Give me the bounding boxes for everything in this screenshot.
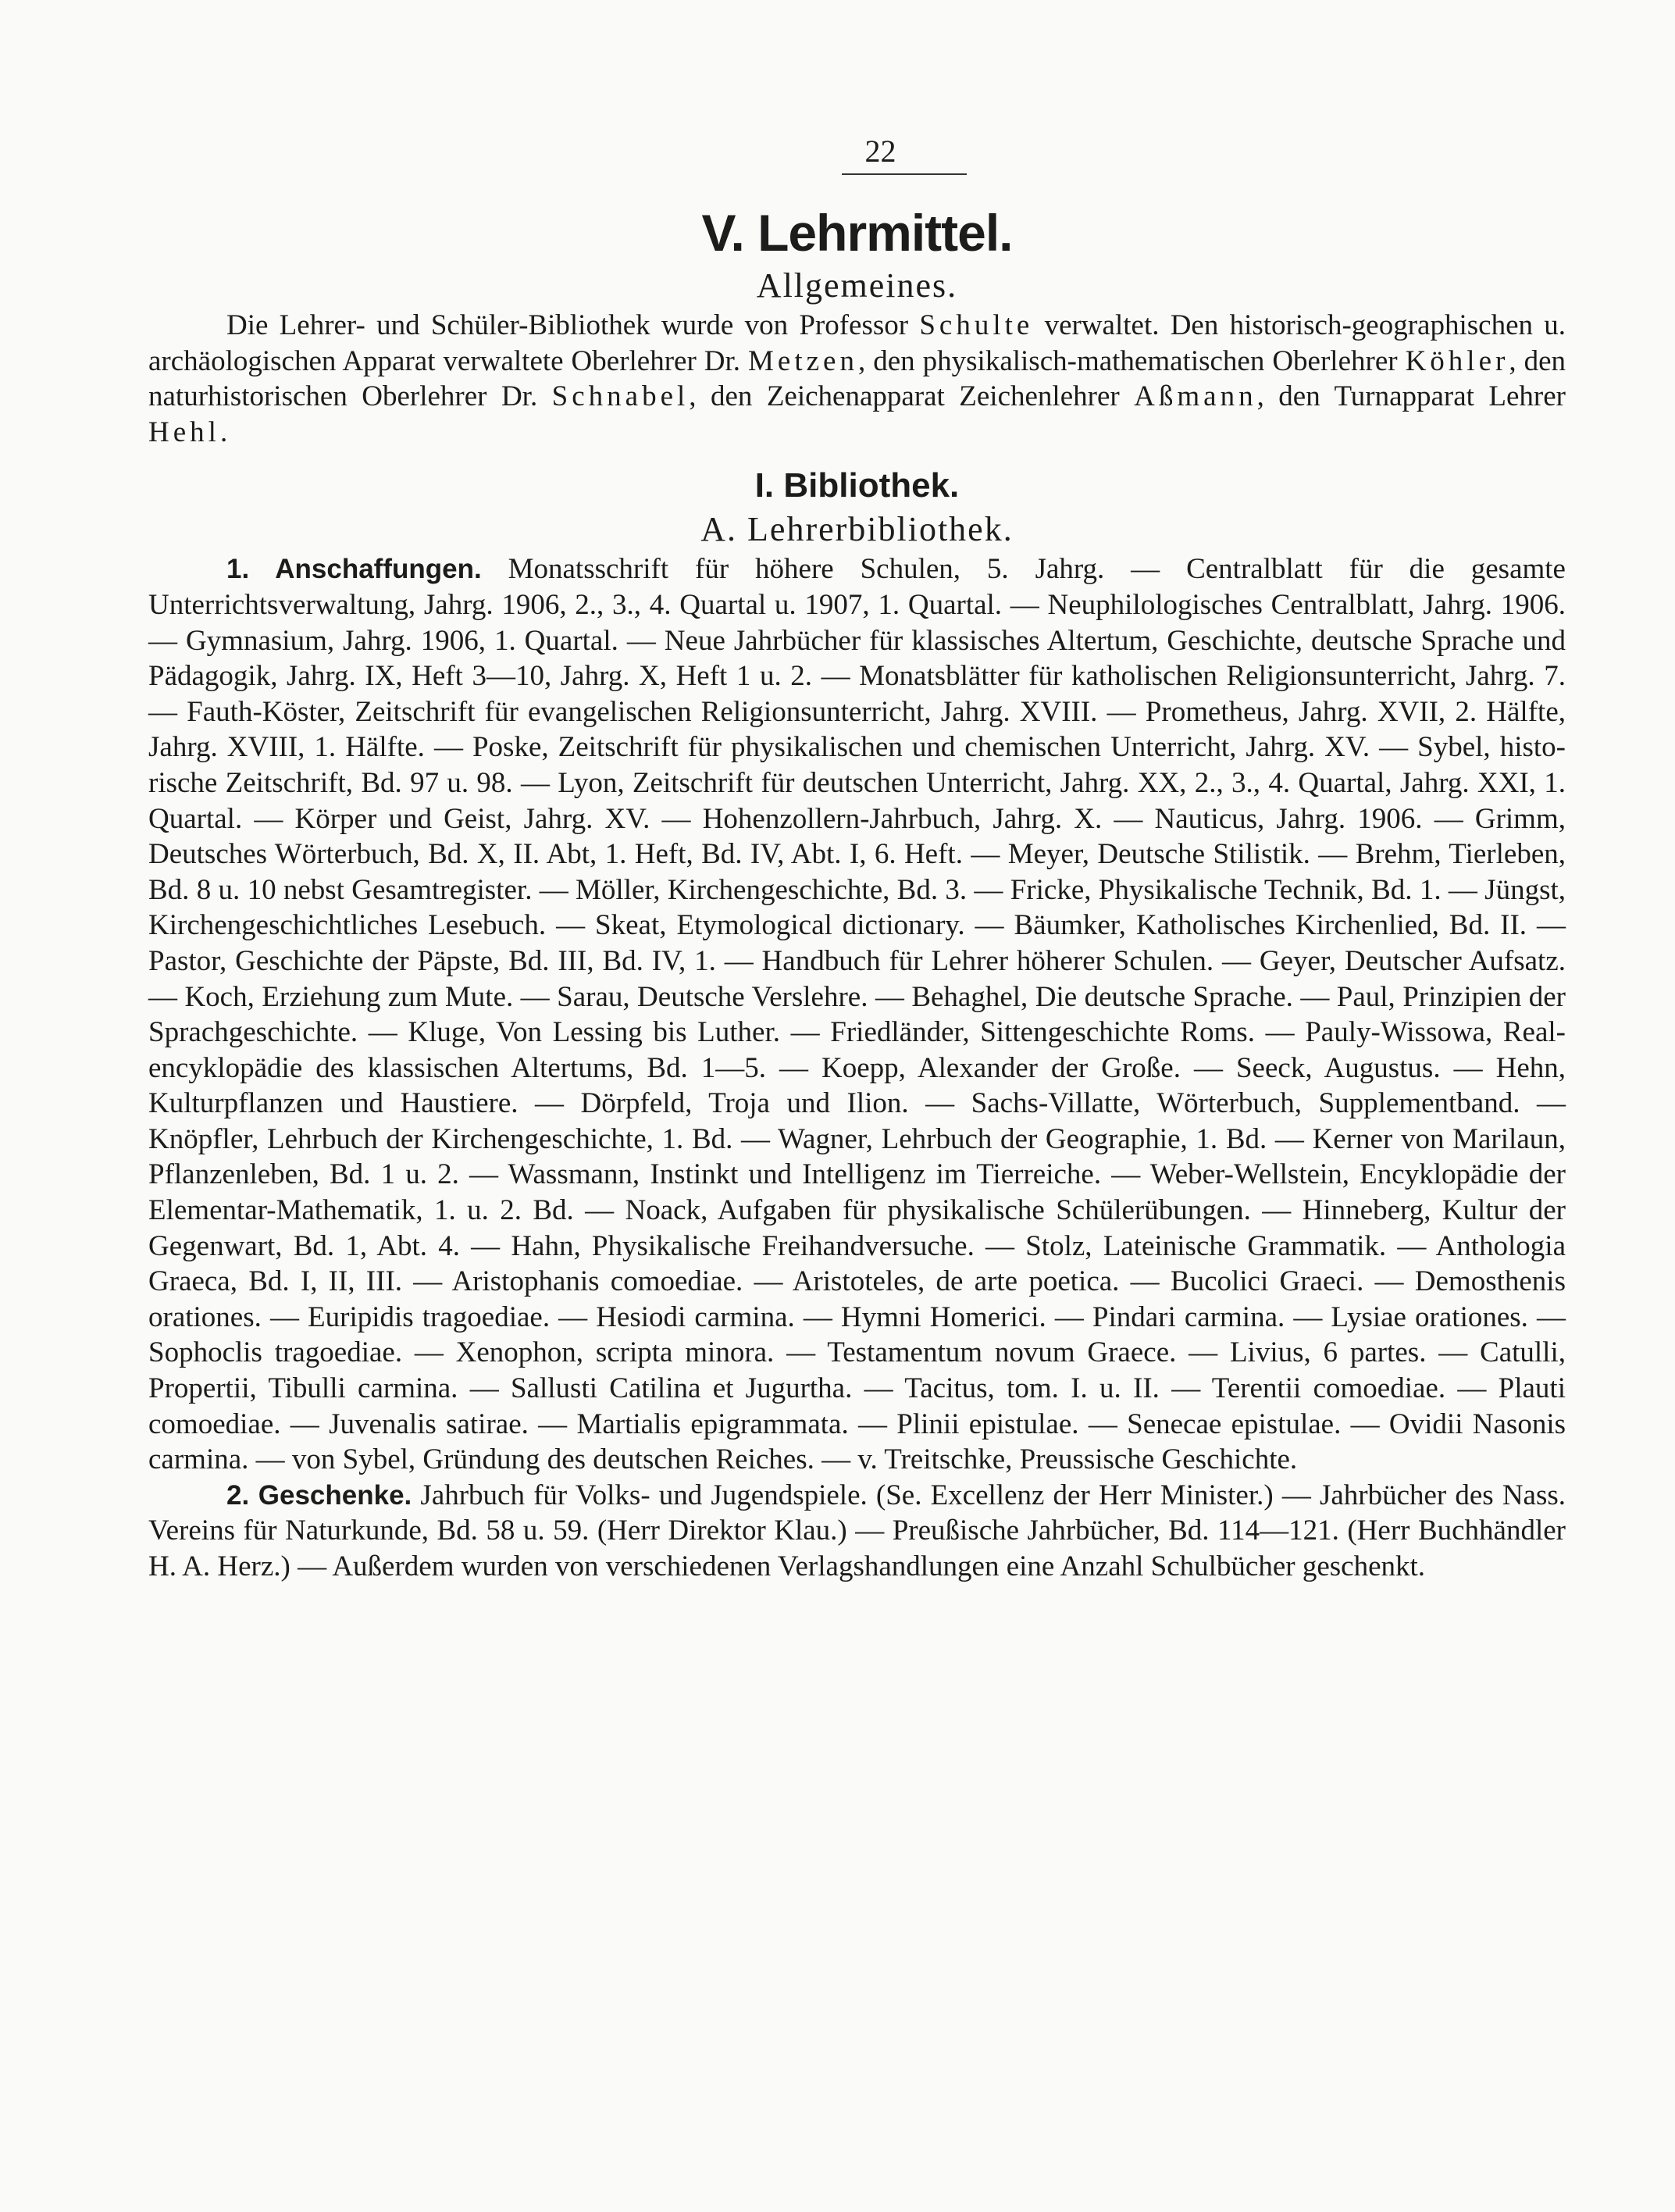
- intro-text: , den Zeichenapparat Zeichenlehrer: [689, 380, 1135, 413]
- person-name: Köhler: [1405, 344, 1509, 377]
- intro-text: , den physikalisch-mathematischen Oberlehrer: [857, 344, 1406, 377]
- chapter-title: V. Lehrmittel.: [701, 204, 1013, 262]
- subsection-title: A. Lehrerbibliothek.: [700, 510, 1014, 549]
- section-title: I. Bibliothek.: [754, 466, 960, 505]
- subtitle: Allgemeines.: [756, 266, 958, 305]
- intro-text: , den Turnapparat Lehrer: [1256, 380, 1566, 413]
- intro-text: .: [219, 416, 228, 448]
- intro-text: , den naturhistorischen Oberlehrer Dr.: [148, 344, 1566, 413]
- person-name: Metzen: [748, 344, 858, 377]
- page-number-rule: [842, 173, 967, 175]
- intro-text: verwaltet. Den historisch-geographischen u. archäologischen Apparat verwaltete Oberlehrer Dr.: [148, 309, 1566, 377]
- intro-text: Die Lehrer- und Schüler-Bibliothek wurde von Professor: [226, 309, 920, 341]
- anschaffungen-paragraph: [148, 551, 1566, 1477]
- geschenke-text: Jahrbuch für Volks- und Jugendspiele. (Se. Excellenz der Herr Minister.) — Jahrbücher des Nass. Vereins für Naturkunde, Bd. 58 u. 59. (Herr Direktor Klau.) — Preußische Jahrbücher, Bd. 114—121. (Herr Buchhändler H. A. Herz.) — Außerdem wurden von verschiedenen Verlagshandlungen eine Anzahl Schulbücher geschenkt.: [148, 1479, 1566, 1582]
- page: [148, 133, 1566, 1585]
- intro-paragraph: [148, 308, 1566, 450]
- page-number: 22: [864, 134, 896, 169]
- person-name: Aßmann: [1134, 380, 1257, 413]
- geschenke-label: 2. Geschenke.: [226, 1479, 412, 1511]
- anschaffungen-text: Monatsschrift für höhere Schulen, 5. Jahrg. — Centralblatt für die gesamte Unterrichtsverwaltung, Jahrg. 1906, 2., 3., 4. Quartal u. 1907, 1. Quartal. — Neuphilologisches Centralblatt, Jahrg. 1906. — Gymnasium, Jahrg. 1906, 1. Quartal. — Neue Jahrbücher für klassisches Altertum, Geschichte, deutsche Sprache und Pädagogik, Jahrg. IX, Heft 3—10, Jahrg. X, Heft 1 u. 2. — Monatsblätter für katholischen Religionsunterricht, Jahrg. 7. — Fauth-Köster, Zeitschrift für evangelischen Religionsunterricht, Jahrg. XVIII. — Prometheus, Jahrg. XVII, 2. Hälfte, Jahrg. XVIII, 1. Hälfte. — Poske, Zeitschrift für physikalischen und chemischen Unterricht, Jahrg. XV. — Sybel, historische Zeitschrift, Bd. 97 u. 98. — Lyon, Zeitschrift für deutschen Unterricht, Jahrg. XX, 2., 3., 4. Quartal, Jahrg. XXI, 1. Quartal. — Körper und Geist, Jahrg. XV. — Hohenzollern-Jahrbuch, Jahrg. X. — Nauticus, Jahrg. 1906. — Grimm, Deutsches Wörterbuch, Bd. X, II. Abt, 1. Heft, Bd. IV, Abt. I, 6. Heft. — Meyer, Deutsche Stilistik. — Brehm, Tierleben, Bd. 8 u. 10 nebst Gesamtregister. — Möller, Kirchengeschichte, Bd. 3. — Fricke, Physikalische Technik, Bd. 1. — Jüngst, Kirchengeschichtliches Lesebuch. — Skeat, Etymological dictionary. — Bäumker, Katholisches Kirchenlied, Bd. II. — Pastor, Geschichte der Päpste, Bd. III, Bd. IV, 1. — Handbuch für Lehrer höherer Schulen. — Geyer, Deutscher Aufsatz. — Koch, Erziehung zum Mute. — Sarau, Deutsche Verslehre. — Behaghel, Die deutsche Sprache. — Paul, Prinzipien der Sprachgeschichte. — Kluge, Von Lessing bis Luther. — Friedländer, Sittengeschichte Roms. — Pauly-Wissowa, Realencyklopädie des klassischen Altertums, Bd. 1—5. — Koepp, Alexander der Große. — Seeck, Augustus. — Hehn, Kulturpflanzen und Haustiere. — Dörpfeld, Troja und Ilion. — Sachs-Villatte, Wörterbuch, Supplementband. — Knöpfler, Lehrbuch der Kirchengeschichte, 1. Bd. — Wagner, Lehrbuch der Geographie, 1. Bd. — Kerner von Marilaun, Pflanzenleben, Bd. 1 u. 2. — Wassmann, Instinkt und Intelligenz im Tierreiche. — Weber-Wellstein, Encyklopädie der Elementar-Mathematik, 1. u. 2. Bd. — Noack, Aufgaben für physikalische Schülerübungen. — Hinneberg, Kultur der Gegenwart, Bd. 1, Abt. 4. — Hahn, Physikalische Freihandversuche. — Stolz, Lateinische Grammatik. — Anthologia Graeca, Bd. I, II, III. — Aristophanis comoediae. — Aristoteles, de arte poetica. — Bucolici Graeci. — Demosthenis orationes. — Euripidis tragoediae. — Hesiodi carmina. — Hymni Homerici. — Pindari carmina. — Lysiae orationes. — Sophoclis tragoediae. — Xenophon, scripta minora. — Testamentum novum Graece. — Livius, 6 partes. — Catulli, Propertii, Tibulli carmina. — Sallusti Catilina et Jugurtha. — Tacitus, tom. I. u. II. — Terentii comoediae. — Plauti comoediae. — Juvenalis satirae. — Martialis epigrammata. — Plinii epistulae. — Senecae epistulae. — Ovidii Nasonis carmina. — von Sybel, Gründung des deutschen Reiches. — v. Treitschke, Preussische Geschichte.: [148, 553, 1566, 1476]
- person-name: Schulte: [919, 309, 1034, 341]
- geschenke-paragraph: [148, 1478, 1566, 1585]
- person-name: Hehl: [148, 416, 220, 448]
- person-name: Schnabel: [551, 380, 690, 413]
- anschaffungen-label: 1. Anschaffungen.: [226, 554, 482, 585]
